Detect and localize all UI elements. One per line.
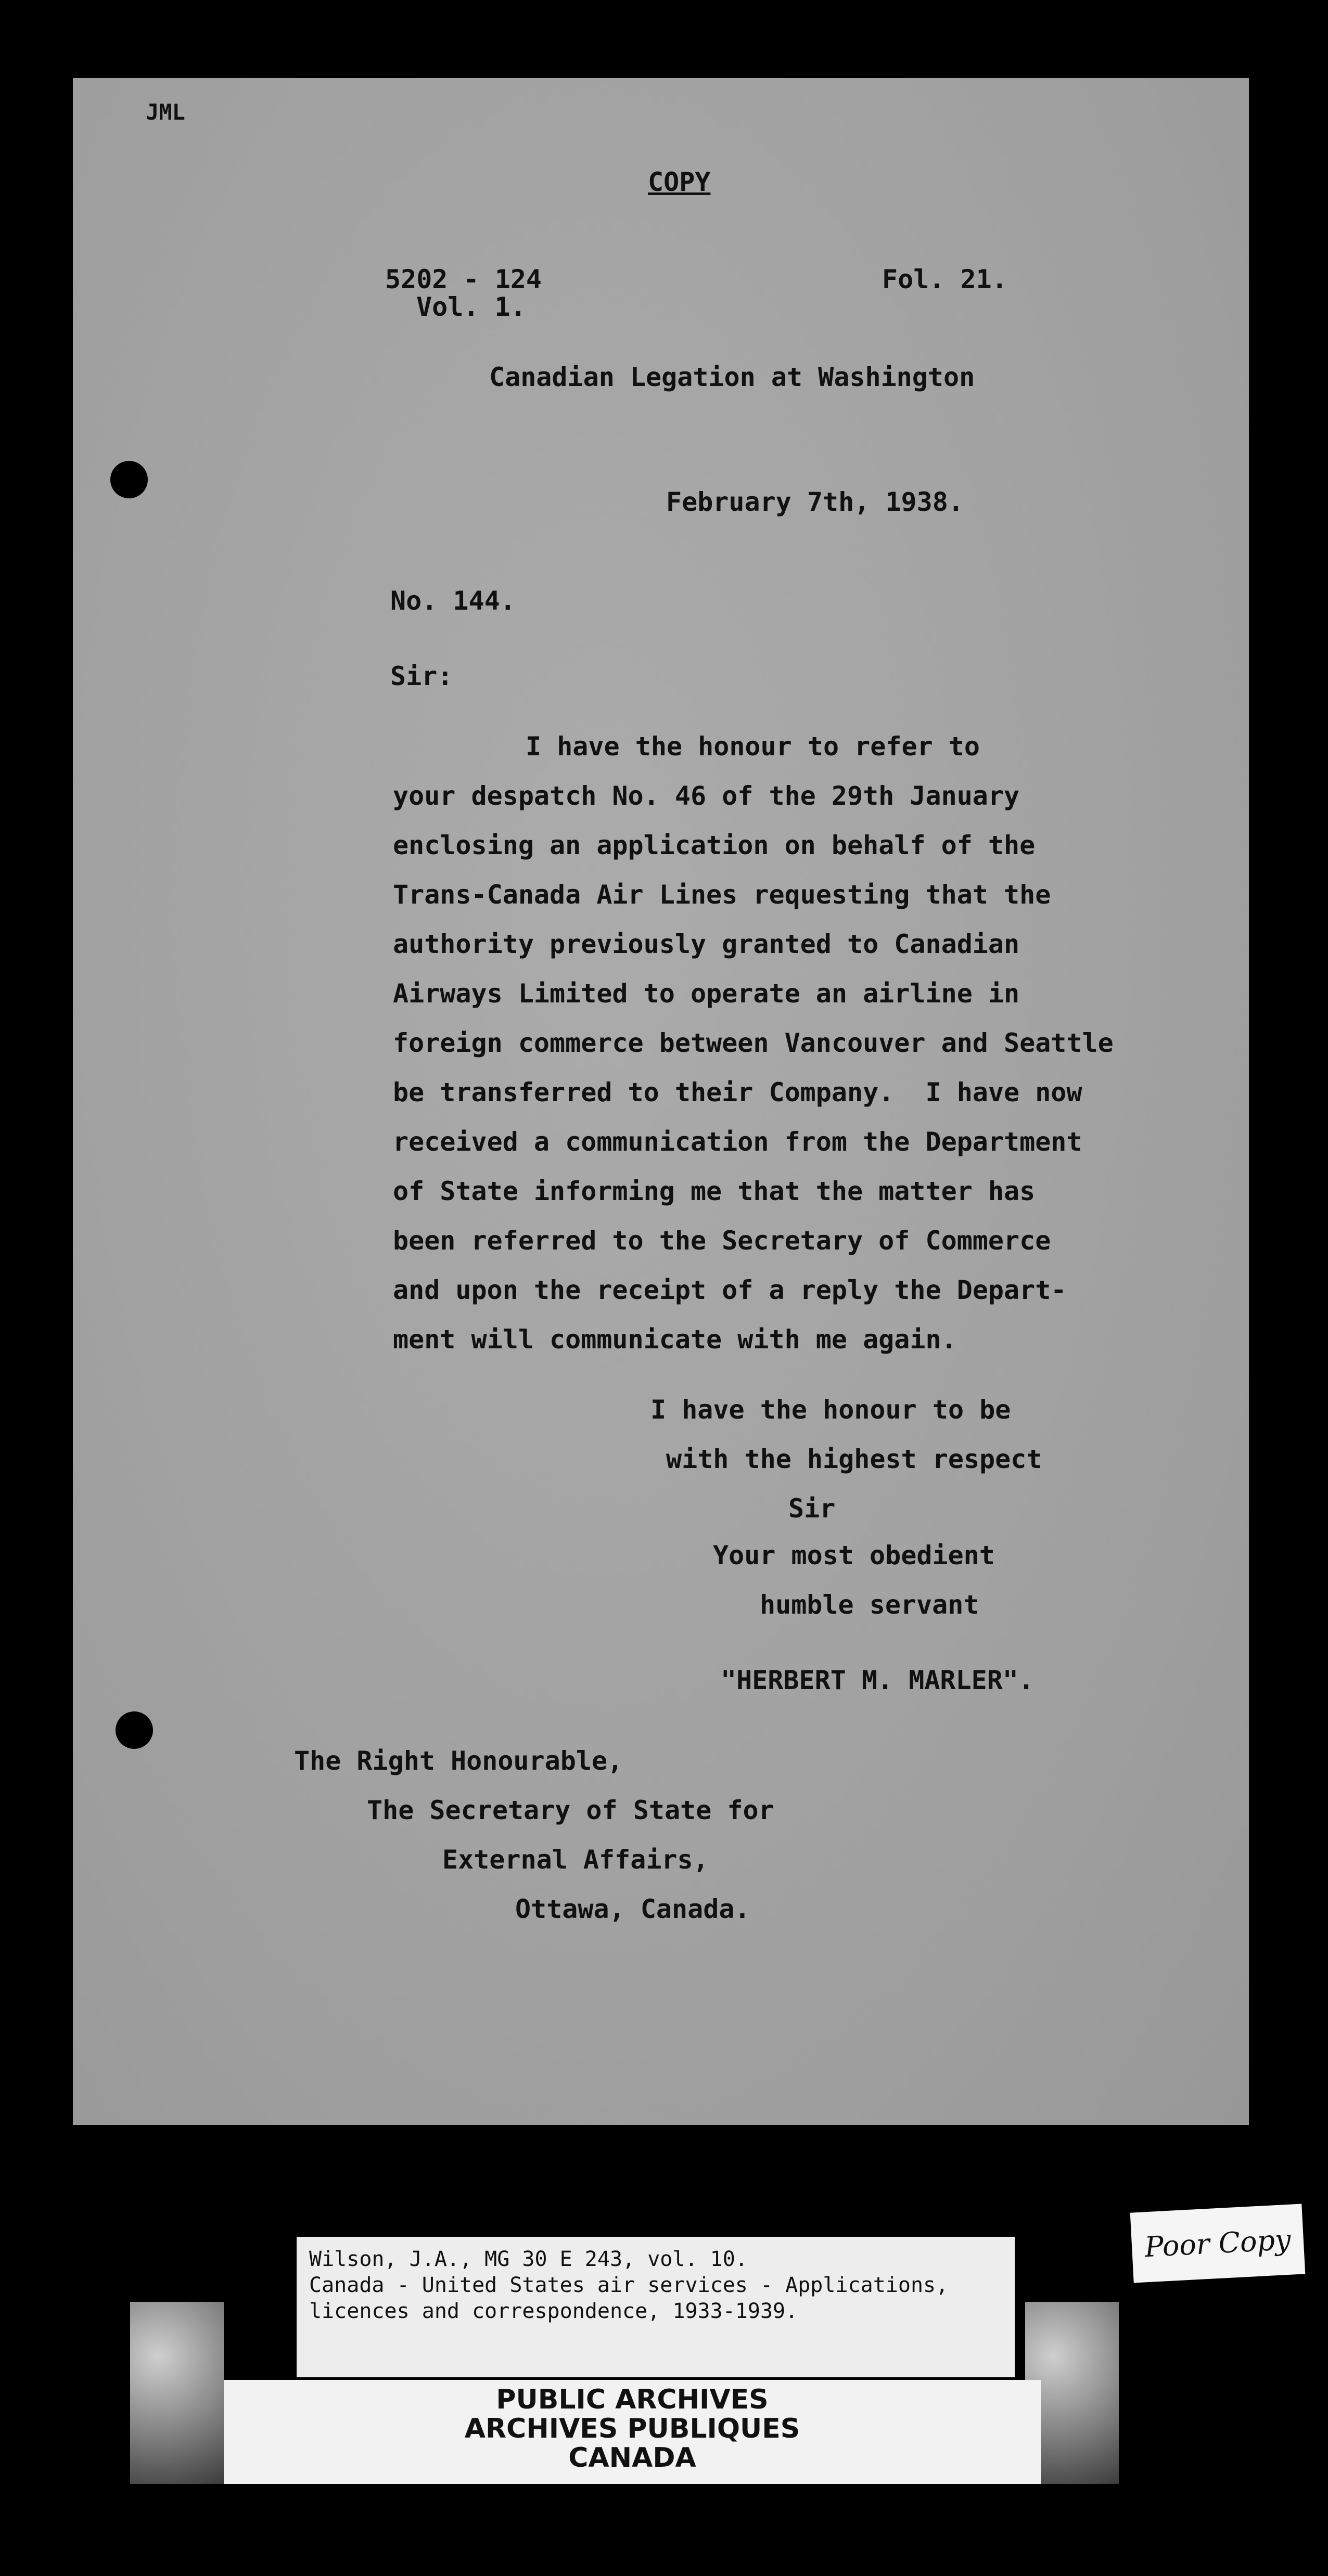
- address-line: External Affairs,: [442, 1845, 709, 1875]
- archive-label-line: Wilson, J.A., MG 30 E 243, vol. 10.: [309, 2247, 748, 2271]
- stamp-line: ARCHIVES PUBLIQUES: [464, 2413, 800, 2444]
- letter-number: No. 144.: [390, 586, 516, 616]
- body-line: enclosing an application on behalf of the: [393, 830, 1036, 860]
- body-line: I have the honour to refer to: [526, 731, 980, 762]
- folio: Fol. 21.: [882, 264, 1007, 294]
- poor-copy-note: Poor Copy: [1130, 2204, 1306, 2283]
- body-line: be transferred to their Company. I have now: [393, 1077, 1082, 1107]
- archive-label-line: licences and correspondence, 1933-1939.: [309, 2299, 798, 2323]
- closing-line: Sir: [788, 1493, 836, 1524]
- public-archives-stamp: [130, 2297, 1134, 2494]
- body-line: ment will communicate with me again.: [393, 1324, 957, 1355]
- body-line: your despatch No. 46 of the 29th January: [393, 781, 1020, 811]
- address-line: The Secretary of State for: [367, 1795, 774, 1825]
- body-line: Trans-Canada Air Lines requesting that the: [393, 880, 1051, 910]
- salutation: Sir:: [390, 661, 453, 691]
- closing-line: with the highest respect: [666, 1444, 1042, 1474]
- address-line: The Right Honourable,: [294, 1746, 623, 1776]
- body-line: been referred to the Secretary of Commerce: [393, 1226, 1051, 1256]
- punch-hole-bottom: [116, 1711, 153, 1749]
- body-line: and upon the receipt of a reply the Depart-: [393, 1275, 1067, 1305]
- document-page: [73, 78, 1249, 2125]
- address-line: Ottawa, Canada.: [515, 1894, 750, 1924]
- punch-hole-top: [110, 461, 148, 498]
- closing-line: I have the honour to be: [650, 1395, 1011, 1425]
- copy-label: COPY: [648, 167, 711, 197]
- stamp-left-tab: [130, 2302, 224, 2484]
- volume: Vol. 1.: [416, 292, 526, 322]
- body-line: received a communication from the Department: [393, 1127, 1082, 1157]
- letter-date: February 7th, 1938.: [666, 487, 964, 517]
- initials: JML: [146, 99, 185, 125]
- body-line: authority previously granted to Canadian: [393, 929, 1020, 959]
- signature: "HERBERT M. MARLER".: [721, 1665, 1035, 1695]
- archive-label-line: Canada - United States air services - Applications,: [309, 2273, 949, 2297]
- body-line: foreign commerce between Vancouver and Seattle: [393, 1028, 1114, 1058]
- body-line: Airways Limited to operate an airline in: [393, 978, 1020, 1009]
- stamp-line: CANADA: [568, 2442, 696, 2474]
- body-line: of State informing me that the matter has: [393, 1176, 1036, 1206]
- closing-line: humble servant: [760, 1590, 979, 1620]
- stamp-line: PUBLIC ARCHIVES: [496, 2384, 769, 2415]
- stamp-band: [224, 2380, 1041, 2484]
- file-number: 5202 - 124: [385, 264, 542, 294]
- letterhead: Canadian Legation at Washington: [489, 362, 975, 392]
- closing-line: Your most obedient: [713, 1540, 995, 1570]
